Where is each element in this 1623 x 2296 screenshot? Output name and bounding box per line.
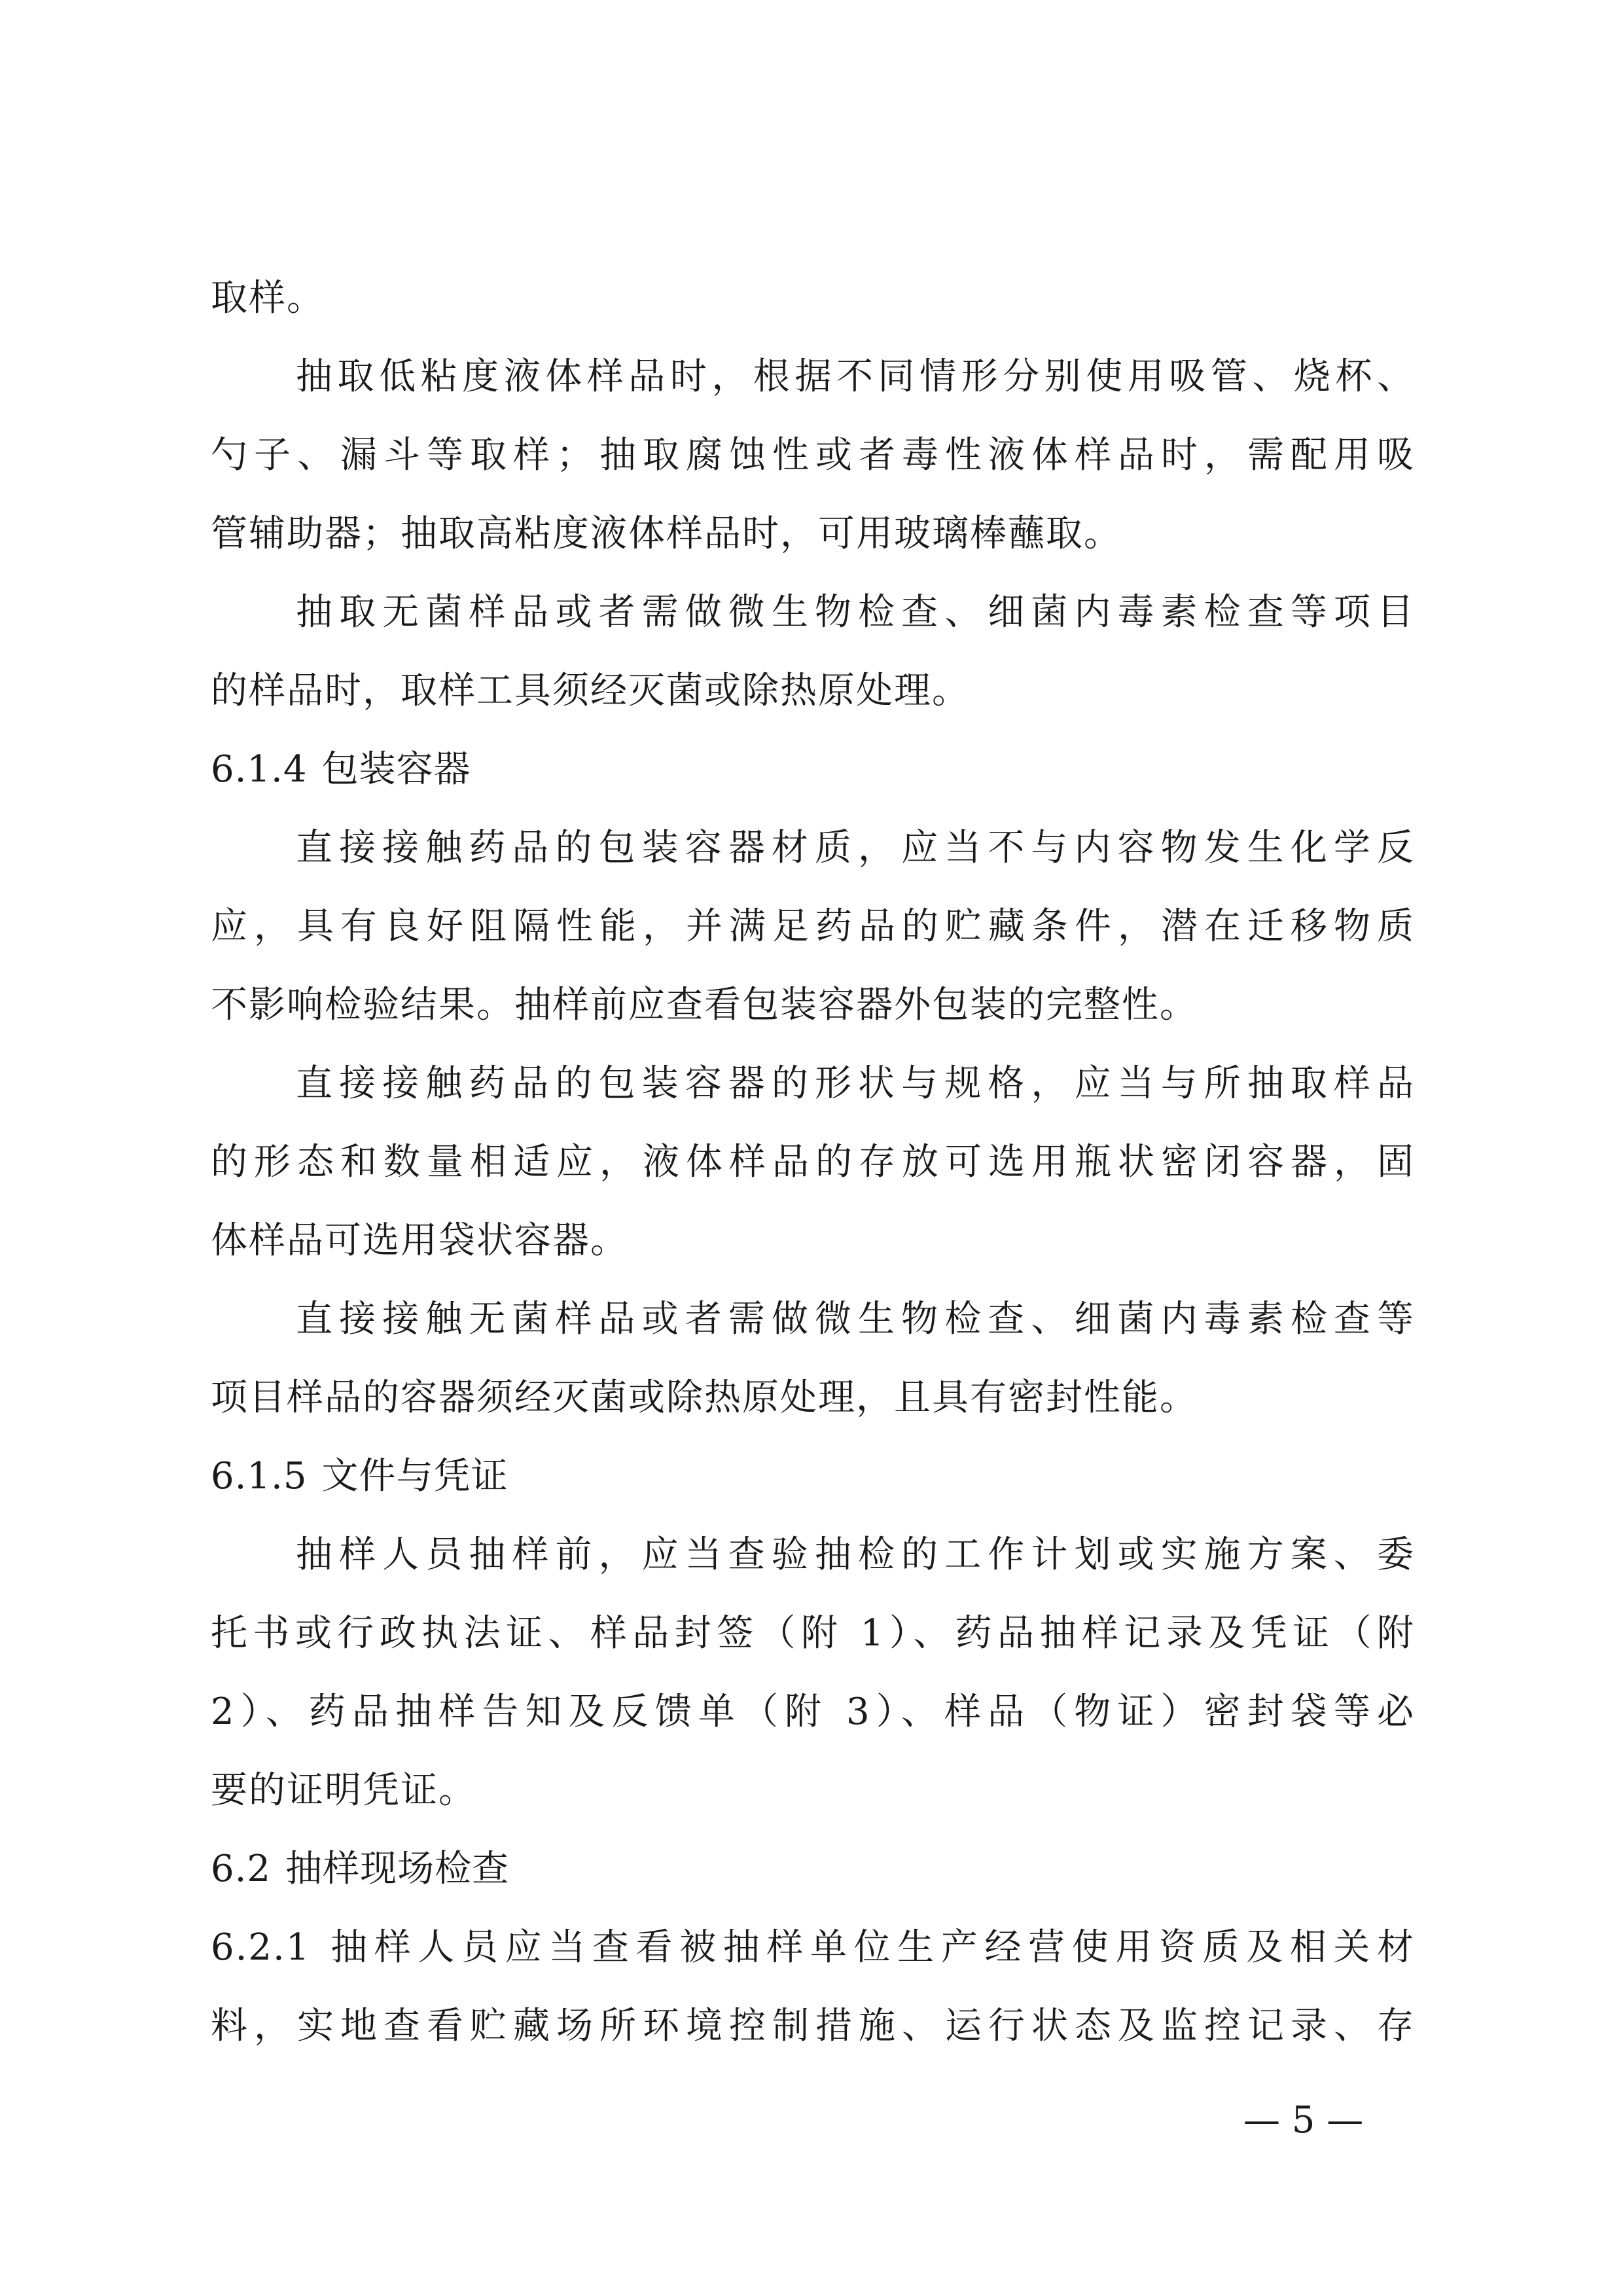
section-text: 抽样人员应当查看被抽样单位生产经营使用资质及相关材	[325, 1926, 1415, 1969]
section-number: 6.2	[211, 1848, 272, 1890]
section-title: 抽样现场检查	[285, 1848, 510, 1890]
section-heading-6-1-5	[211, 1445, 1415, 1508]
paragraph-line: 直接接触药品的包装容器材质，应当不与内容物发生化学反	[296, 827, 1415, 869]
paragraph-line: 抽取无菌样品或者需做微生物检查、细菌内毒素检查等项目	[296, 591, 1415, 634]
paragraph-line: 抽样人员抽样前，应当查验抽检的工作计划或实施方案、委	[296, 1534, 1415, 1576]
paragraph-line: 取样。	[211, 277, 325, 319]
paragraph-line: 要的证明凭证。	[211, 1769, 476, 1812]
paragraph-line: 管辅助器；抽取高粘度液体样品时，可用玻璃棒蘸取。	[211, 512, 1122, 555]
section-title: 包装容器	[321, 748, 471, 791]
paragraph-line: 直接接触药品的包装容器的形状与规格，应当与所抽取样品	[296, 1062, 1415, 1105]
paragraph-line: 应，具有良好阻隔性能，并满足药品的贮藏条件，潜在迁移物质	[211, 905, 1415, 948]
paragraph-line: 不影响检验结果。抽样前应查看包装容器外包装的完整性。	[211, 984, 1198, 1026]
paragraph-line: 2）、药品抽样告知及反馈单（附 3）、样品（物证）密封袋等必	[211, 1691, 1415, 1733]
paragraph-line: 体样品可选用袋状容器。	[211, 1219, 628, 1262]
paragraph-line: 的形态和数量相适应，液体样品的存放可选用瓶状密闭容器，固	[211, 1141, 1415, 1183]
section-number: 6.2.1	[211, 1926, 311, 1969]
section-number: 6.1.5	[211, 1455, 308, 1498]
paragraph-line: 的样品时，取样工具须经灭菌或除热原处理。	[211, 670, 970, 712]
paragraph-line: 抽取低粘度液体样品时，根据不同情形分别使用吸管、烧杯、	[296, 355, 1415, 398]
paragraph-line: 勺子、漏斗等取样；抽取腐蚀性或者毒性液体样品时，需配用吸	[211, 434, 1415, 476]
section-title: 文件与凭证	[321, 1455, 508, 1498]
section-heading-6-2-1	[211, 1916, 1415, 1979]
section-heading-6-2	[211, 1838, 1415, 1901]
section-number: 6.1.4	[211, 748, 308, 791]
paragraph-line: 直接接触无菌样品或者需做微生物检查、细菌内毒素检查等	[296, 1298, 1415, 1340]
paragraph-line: 料，实地查看贮藏场所环境控制措施、运行状态及监控记录、存	[211, 2005, 1415, 2047]
paragraph-line: 托书或行政执法证、样品封签（附 1）、药品抽样记录及凭证（附	[211, 1612, 1415, 1655]
section-heading-6-1-4	[211, 738, 1415, 801]
paragraph-line: 项目样品的容器须经灭菌或除热原处理，且具有密封性能。	[211, 1376, 1198, 1419]
page-number: — 5 —	[1243, 2099, 1364, 2142]
